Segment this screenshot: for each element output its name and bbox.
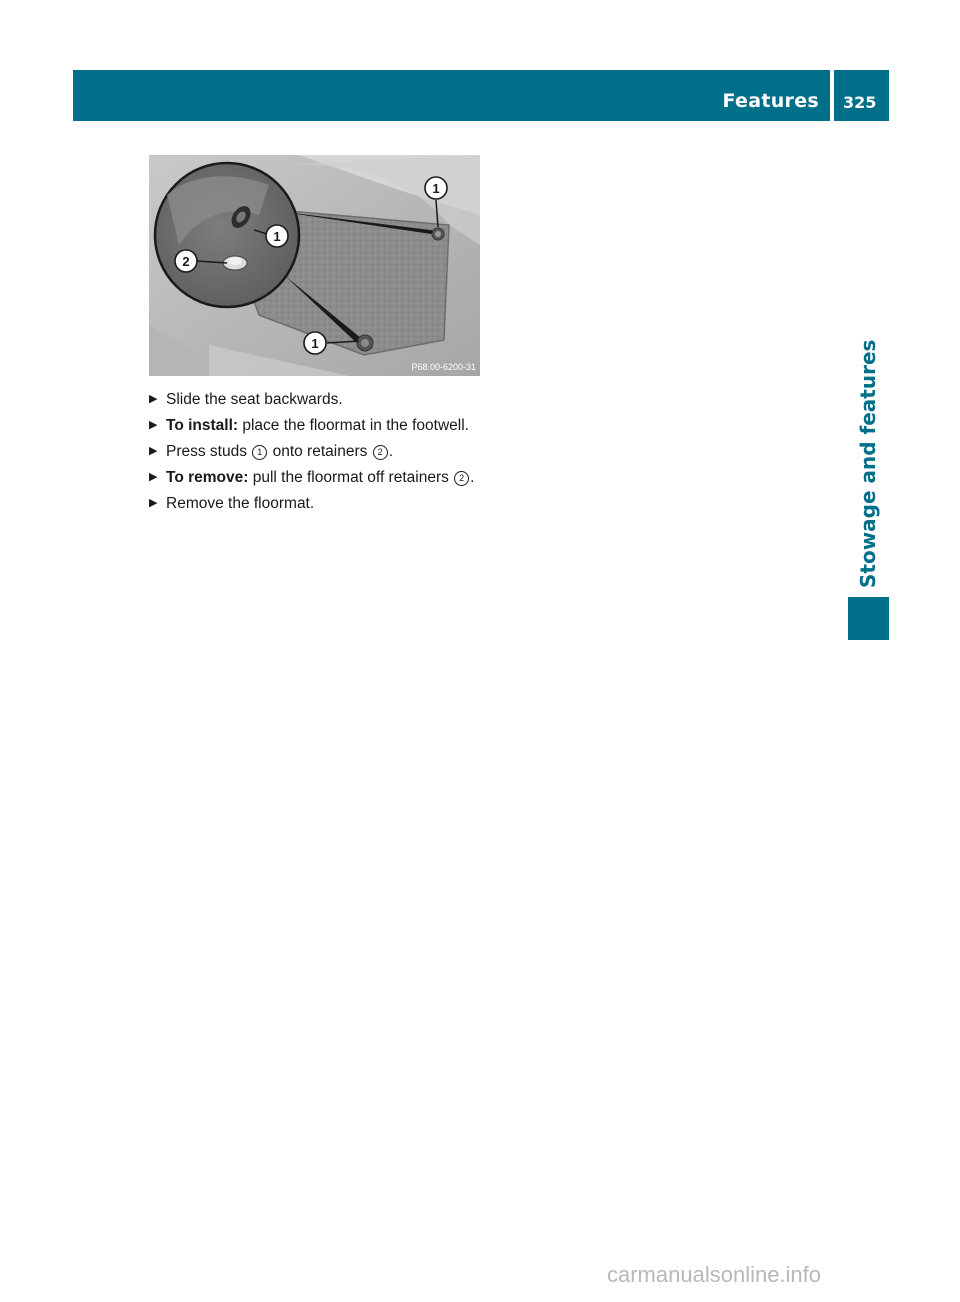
step-arrow-icon: ▶: [149, 471, 158, 483]
step-arrow-icon: ▶: [149, 497, 158, 509]
side-tab-label: Stowage and features: [856, 339, 880, 588]
instruction-step: [149, 388, 479, 411]
step-text: Slide the seat backwards.: [166, 391, 343, 408]
instruction-list: [149, 388, 479, 518]
svg-text:2: 2: [182, 254, 190, 269]
svg-text:1: 1: [273, 229, 281, 244]
floormat-photo: [149, 155, 480, 376]
callout-number: 2: [373, 445, 388, 460]
step-arrow-icon: ▶: [149, 445, 158, 457]
floormat-illustration: [149, 155, 480, 376]
instruction-step: [149, 492, 479, 515]
callout-number: 2: [454, 471, 469, 486]
header-divider: [830, 70, 834, 121]
instruction-step: [149, 440, 479, 463]
callout-1-bottom: [304, 332, 326, 354]
step-text: Press studs 1 onto retainers 2 .: [166, 443, 393, 460]
callout-1-top-right: [425, 177, 447, 199]
side-tab-marker: [848, 597, 889, 640]
step-arrow-icon: ▶: [149, 393, 158, 405]
step-text: Remove the floormat.: [166, 495, 315, 512]
watermark: carmanualsonline.info: [607, 1262, 822, 1287]
step-text: To remove: pull the floormat off retainers 2 .: [166, 469, 475, 486]
callout-1-zoom: [266, 225, 288, 247]
page-number: 325: [843, 93, 877, 112]
section-title: Features: [722, 90, 819, 112]
figure-code: P68.00-6200-31: [411, 362, 476, 372]
svg-text:1: 1: [432, 181, 440, 196]
svg-text:1: 1: [311, 336, 319, 351]
page-header: [73, 70, 889, 121]
step-text: To install: place the floormat in the footwell.: [166, 417, 469, 434]
step-arrow-icon: ▶: [149, 419, 158, 431]
instruction-step: [149, 414, 479, 437]
callout-number: 1: [252, 445, 267, 460]
callout-2-zoom: [175, 250, 197, 272]
instruction-step: [149, 466, 479, 489]
